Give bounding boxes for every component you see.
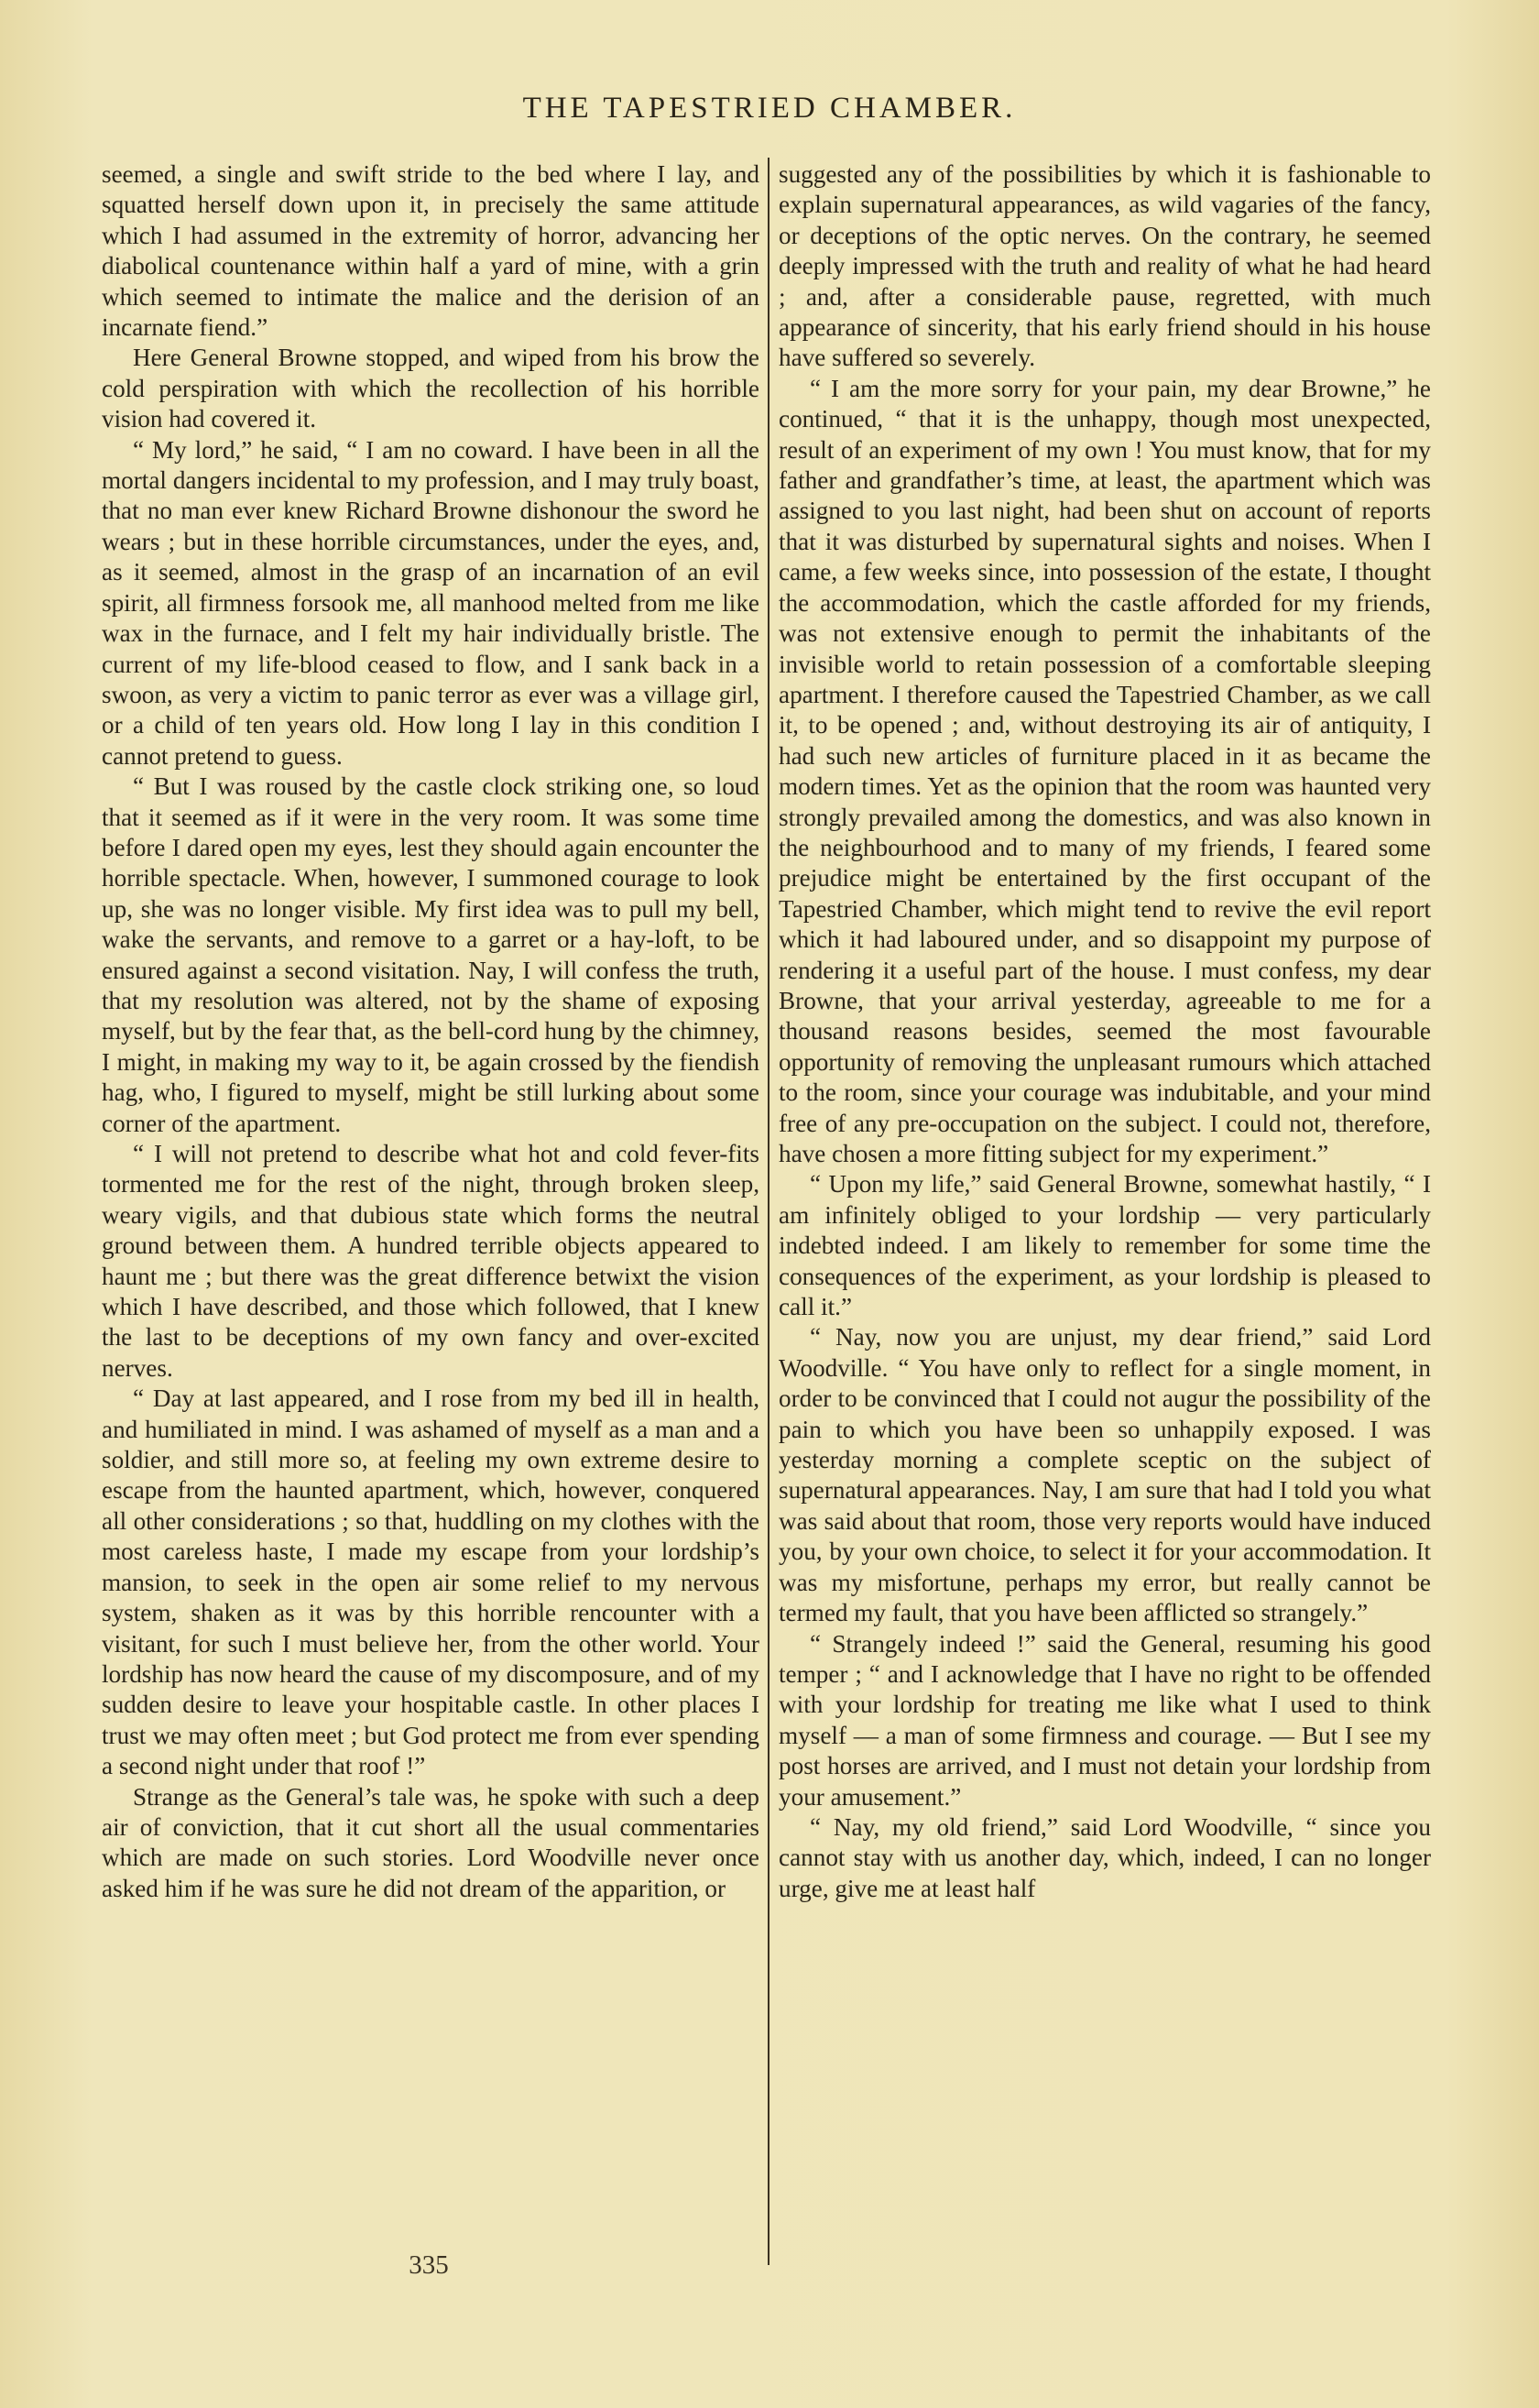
running-header: THE TAPESTRIED CHAMBER. (522, 92, 1017, 125)
paragraph: seemed, a single and swift stride to the bed where I lay, and squatted herself down upon it, in precisely the same attitude which I had assumed in the extremity of horror, advancing her diabolical countenance within half a yard of mine, with a grin which seemed to intimate the malice and the derision of an incarnate fiend.” (102, 160, 759, 342)
paragraph: suggested any of the possibilities by which it is fashionable to explain supernatural appearances, as wild vagaries of the fancy, or deceptions of the optic nerves. On the contrary, he seemed deeply impressed with the truth and reality of what he had heard ; and, after a considerable pause, regretted, with much appearance of sincerity, that his early friend should in his house have suffered so severely. (779, 160, 1431, 372)
paragraph: “ Nay, now you are unjust, my dear friend,” said Lord Woodville. “ You have only to reflect for a single moment, in order to be convinced that I could not augur the possibility of the pain to which you have been so unhappily exposed. I was yesterday morning a complete sceptic on the subject of supernatural appearances. Nay, I am sure that had I told you what was said about that room, those very reports would have induced you, by your own choice, to select it for your accommodation. It was my misfortune, perhaps my error, but really cannot be termed my fault, that you have been afflicted so strangely.” (779, 1323, 1431, 1627)
right-column (779, 159, 1431, 1904)
left-column (102, 159, 759, 1904)
paragraph: “ But I was roused by the castle clock striking one, so loud that it seemed as if it were in the very room. It was some time before I dared open my eyes, lest they should again encounter the horrible spectacle. When, however, I summoned courage to look up, she was no longer visible. My first idea was to pull my bell, wake the servants, and remove to a garret or a hay-loft, to be ensured against a second visitation. Nay, I will confess the truth, that my resolution was altered, not by the shame of exposing myself, but by the fear that, as the bell-cord hung by the chimney, I might, in making my way to it, be again crossed by the fiendish hag, who, I figured to myself, might be still lurking about some corner of the apartment. (102, 772, 759, 1137)
paragraph: “ Nay, my old friend,” said Lord Woodville, “ since you cannot stay with us another day, which, indeed, I can no longer urge, give me at least half (779, 1812, 1431, 1902)
paragraph: “ My lord,” he said, “ I am no coward. I have been in all the mortal dangers incidental to my profession, and I may truly boast, that no man ever knew Richard Browne dishonour the sword he wears ; but in these horrible circumstances, under the eyes, and, as it seemed, almost in the grasp of an incarnation of an evil spirit, all firmness forsook me, all manhood melted from me like wax in the furnace, and I felt my hair individually bristle. The current of my life-blood ceased to flow, and I sank back in a swoon, as very a victim to panic terror as ever was a village girl, or a child of ten years old. How long I lay in this condition I cannot pretend to guess. (102, 435, 759, 770)
page-number: 335 (409, 2250, 449, 2280)
paragraph: Strange as the General’s tale was, he spoke with such a deep air of conviction, that it cut short all the usual commentaries which are made on such stories. Lord Woodville never once asked him if he was sure he did not dream of the apparition, or (102, 1782, 759, 1902)
paragraph: “ Strangely indeed !” said the General, resuming his good temper ; “ and I acknowledge that I have no right to be offended with your lordship for treating me like what I used to think myself — a man of some firmness and courage. — But I see my post horses are arrived, and I must not detain your lordship from your amusement.” (779, 1629, 1431, 1811)
paragraph: “ I am the more sorry for your pain, my dear Browne,” he continued, “ that it is the unhappy, though most unexpected, result of an experiment of my own ! You must know, that for my father and grandfather’s time, at least, the apartment which was assigned to you last night, had been shut on account of reports that it was disturbed by supernatural sights and noises. When I came, a few weeks since, into possession of the estate, I thought the accommodation, which the castle afforded for my friends, was not extensive enough to permit the inhabitants of the invisible world to retain possession of a comfortable sleeping apartment. I therefore caused the Tapestried Chamber, as we call it, to be opened ; and, without destroying its air of antiquity, I had such new articles of furniture placed in it as became the modern times. Yet as the opinion that the room was haunted very strongly prevailed among the domestics, and was also known in the neighbourhood and to many of my friends, I feared some prejudice might be entertained by the first occupant of the Tapestried Chamber, which might tend to revive the evil report which it had laboured under, and so disappoint my purpose of rendering it a useful part of the house. I must confess, my dear Browne, that your arrival yesterday, agreeable to me for a thousand reasons besides, seemed the most favourable opportunity of removing the unpleasant rumours which attached to the room, since your courage was indubitable, and your mind free of any pre-occupation on the subject. I could not, therefore, have chosen a more fitting subject for my experiment.” (779, 374, 1431, 1167)
paragraph: “ Day at last appeared, and I rose from my bed ill in health, and humiliated in mind. I was ashamed of myself as a man and a soldier, and still more so, at feeling my own extreme desire to escape from the haunted apartment, which, however, conquered all other considerations ; so that, huddling on my clothes with the most careless haste, I made my escape from your lordship’s mansion, to seek in the open air some relief to my nervous system, shaken as it was by this horrible rencounter with a visitant, for such I must believe her, from the other world. Your lordship has now heard the cause of my discomposure, and of my sudden desire to leave your hospitable castle. In other places I trust we may often meet ; but God protect me from ever spending a second night under that roof !” (102, 1385, 759, 1780)
paragraph: “ Upon my life,” said General Browne, somewhat hastily, “ I am infinitely obliged to your lordship — very particularly indebted indeed. I am likely to remember for some time the consequences of the experiment, as your lordship is pleased to call it.” (779, 1170, 1431, 1321)
paragraph: “ I will not pretend to describe what hot and cold fever-fits tormented me for the rest of the night, through broken sleep, weary vigils, and that dubious state which forms the neutral ground between them. A hundred terrible objects appeared to haunt me ; but there was the great difference betwixt the vision which I have described, and those which followed, that I knew the last to be deceptions of my own fancy and over-excited nerves. (102, 1140, 759, 1382)
paragraph: Here General Browne stopped, and wiped from his brow the cold perspiration with which the recollection of his horrible vision had covered it. (102, 344, 759, 433)
column-divider (768, 158, 770, 2265)
